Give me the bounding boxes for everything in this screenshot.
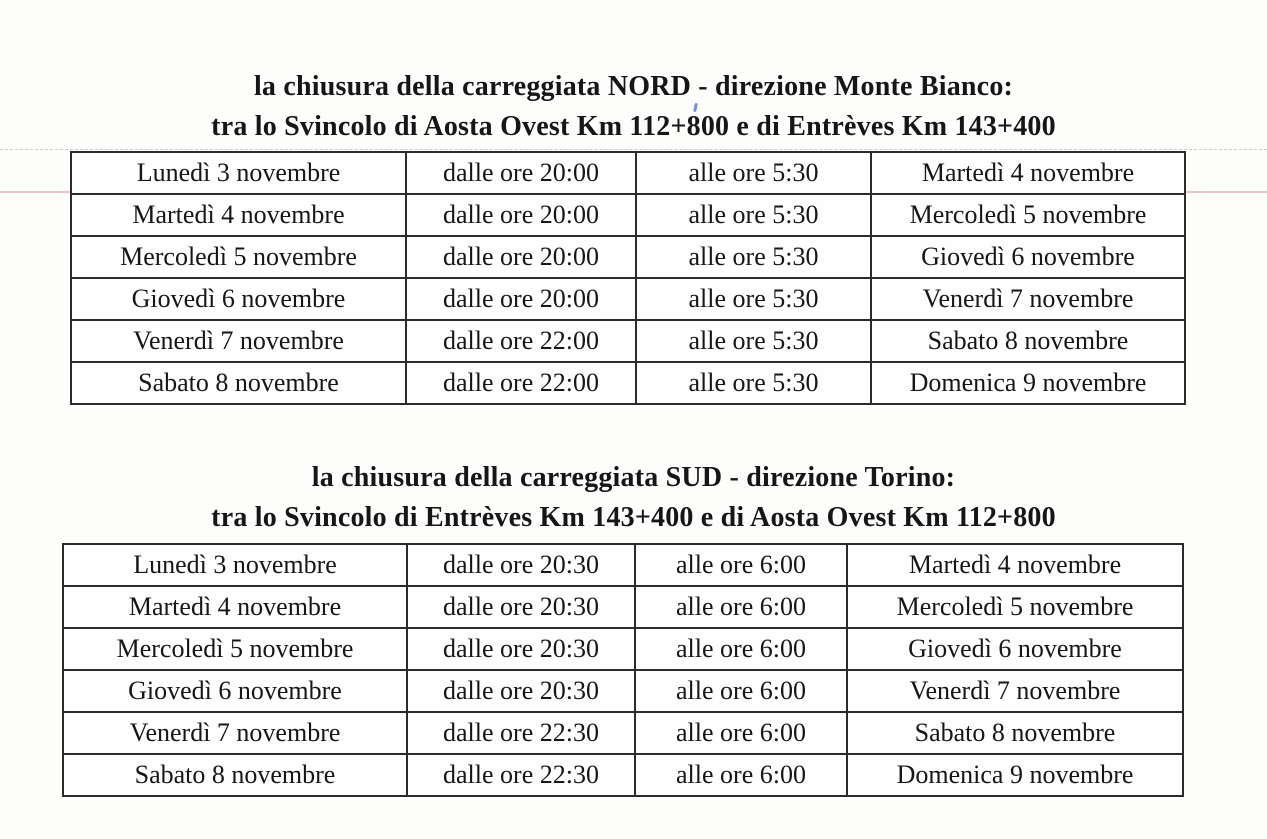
day-cell: Lunedì 3 novembre xyxy=(63,544,407,586)
sud-closure-table xyxy=(62,543,1184,797)
day-cell: Lunedì 3 novembre xyxy=(71,152,406,194)
until-day-cell: Giovedì 6 novembre xyxy=(847,628,1183,670)
to-time-cell: alle ore 6:00 xyxy=(635,754,847,796)
day-cell: Giovedì 6 novembre xyxy=(71,278,406,320)
day-cell: Giovedì 6 novembre xyxy=(63,670,407,712)
table-row xyxy=(71,194,1185,236)
day-cell: Venerdì 7 novembre xyxy=(71,320,406,362)
table-row xyxy=(63,544,1183,586)
until-day-cell: Sabato 8 novembre xyxy=(871,320,1185,362)
until-day-cell: Sabato 8 novembre xyxy=(847,712,1183,754)
table-row xyxy=(63,670,1183,712)
table-row xyxy=(63,712,1183,754)
to-time-cell: alle ore 5:30 xyxy=(636,152,871,194)
from-time-cell: dalle ore 20:30 xyxy=(407,628,635,670)
until-day-cell: Mercoledì 5 novembre xyxy=(871,194,1185,236)
to-time-cell: alle ore 6:00 xyxy=(635,628,847,670)
from-time-cell: dalle ore 20:00 xyxy=(406,236,636,278)
day-cell: Sabato 8 novembre xyxy=(63,754,407,796)
from-time-cell: dalle ore 20:00 xyxy=(406,278,636,320)
scan-artifact-gray-dashed-line xyxy=(0,149,1267,150)
to-time-cell: alle ore 6:00 xyxy=(635,544,847,586)
nord-closure-table xyxy=(70,151,1186,405)
to-time-cell: alle ore 5:30 xyxy=(636,278,871,320)
to-time-cell: alle ore 6:00 xyxy=(635,586,847,628)
table-row xyxy=(71,320,1185,362)
table-row xyxy=(63,586,1183,628)
day-cell: Martedì 4 novembre xyxy=(71,194,406,236)
from-time-cell: dalle ore 20:00 xyxy=(406,194,636,236)
to-time-cell: alle ore 6:00 xyxy=(635,712,847,754)
table-row xyxy=(71,362,1185,404)
from-time-cell: dalle ore 22:30 xyxy=(407,754,635,796)
until-day-cell: Venerdì 7 novembre xyxy=(847,670,1183,712)
to-time-cell: alle ore 6:00 xyxy=(635,670,847,712)
nord-heading-line1: la chiusura della carreggiata NORD - direzione Monte Bianco: xyxy=(253,71,1014,102)
from-time-cell: dalle ore 22:30 xyxy=(407,712,635,754)
from-time-cell: dalle ore 20:00 xyxy=(406,152,636,194)
from-time-cell: dalle ore 20:30 xyxy=(407,544,635,586)
day-cell: Sabato 8 novembre xyxy=(71,362,406,404)
table-row xyxy=(71,278,1185,320)
day-cell: Mercoledì 5 novembre xyxy=(71,236,406,278)
to-time-cell: alle ore 5:30 xyxy=(636,194,871,236)
until-day-cell: Giovedì 6 novembre xyxy=(871,236,1185,278)
table-row xyxy=(71,152,1185,194)
sud-heading-line1: la chiusura della carreggiata SUD - direzione Torino: xyxy=(311,462,956,493)
day-cell: Mercoledì 5 novembre xyxy=(63,628,407,670)
from-time-cell: dalle ore 20:30 xyxy=(407,670,635,712)
table-row xyxy=(63,754,1183,796)
to-time-cell: alle ore 5:30 xyxy=(636,320,871,362)
sud-heading-line2: tra lo Svincolo di Entrèves Km 143+400 e di Aosta Ovest Km 112+800 xyxy=(211,502,1056,533)
until-day-cell: Venerdì 7 novembre xyxy=(871,278,1185,320)
from-time-cell: dalle ore 22:00 xyxy=(406,362,636,404)
until-day-cell: Domenica 9 novembre xyxy=(871,362,1185,404)
until-day-cell: Mercoledì 5 novembre xyxy=(847,586,1183,628)
until-day-cell: Domenica 9 novembre xyxy=(847,754,1183,796)
from-time-cell: dalle ore 20:30 xyxy=(407,586,635,628)
day-cell: Martedì 4 novembre xyxy=(63,586,407,628)
until-day-cell: Martedì 4 novembre xyxy=(871,152,1185,194)
day-cell: Venerdì 7 novembre xyxy=(63,712,407,754)
nord-heading-line2: tra lo Svincolo di Aosta Ovest Km 112+800 e di Entrèves Km 143+400 xyxy=(211,111,1056,142)
from-time-cell: dalle ore 22:00 xyxy=(406,320,636,362)
to-time-cell: alle ore 5:30 xyxy=(636,236,871,278)
to-time-cell: alle ore 5:30 xyxy=(636,362,871,404)
table-row xyxy=(63,628,1183,670)
until-day-cell: Martedì 4 novembre xyxy=(847,544,1183,586)
table-row xyxy=(71,236,1185,278)
